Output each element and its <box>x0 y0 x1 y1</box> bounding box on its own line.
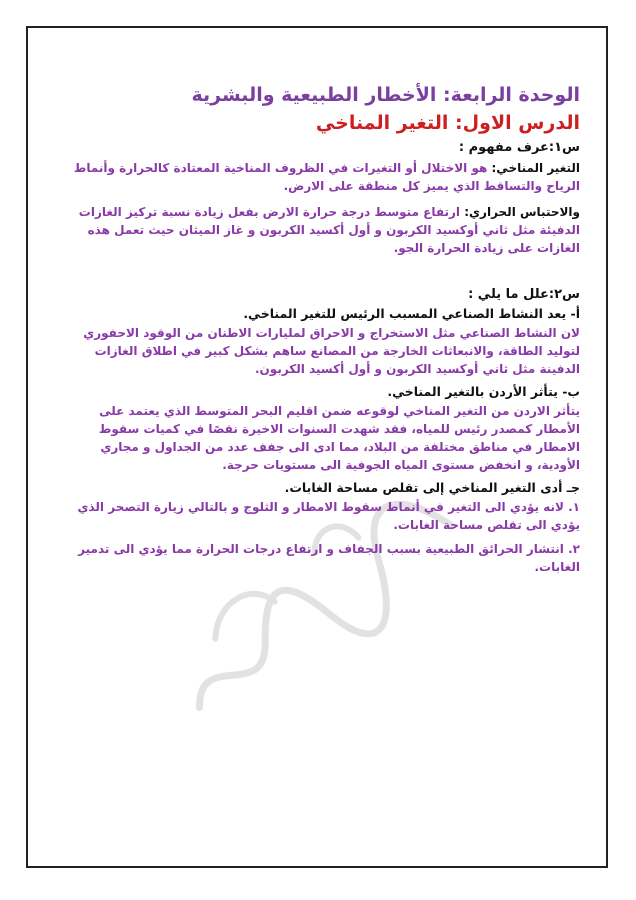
definition-climate-change <box>60 159 580 195</box>
unit-title: الوحدة الرابعة: الأخطار الطبيعية والبشرية <box>191 84 580 106</box>
question-1-heading: س١:عرف مفهوم : <box>458 140 580 155</box>
item-c-answer-2: ٢. انتشار الحرائق الطبيعية بسبب الجفاف و ارتفاع درجات الحرارة مما يؤدي الى تدمير الغابات. <box>78 542 580 574</box>
definition-term: التغير المناخي: <box>491 161 580 175</box>
item-a-label: أ- يعد النشاط الصناعي المسبب الرئيس للتغير المناخي. <box>243 306 580 321</box>
item-b-label: ب- يتأثر الأردن بالتغير المناخي. <box>387 384 580 399</box>
item-c-label: جـ أدى التغير المناخي إلى تقلص مساحة الغابات. <box>284 480 580 495</box>
item-a-answer: لان النشاط الصناعي مثل الاستخراج و الاحراق لمليارات الاطنان من الوقود الاحفوري لتوليد الطاقة، والانبعاثات الخارجة من المصانع ساهم بشكل كبير في اطلاق الغازات الدفينة مثل ثاني أوكسيد الكربون و أول أكسيد الكربون. <box>83 326 580 376</box>
definition-text: ارتفاع متوسط درجة حرارة الارض بفعل زيادة نسبة تركيز الغازات الدفيئة مثل ثاني أوكسيد الكربون و أول أكسيد الكربون و غاز الميثان حيث تعمل هذه الغازات على زيادة الحرارة الجو. <box>78 205 580 255</box>
document-content <box>60 84 580 582</box>
question-2-heading: س٢:علل ما يلي : <box>468 287 580 302</box>
lesson-title: الدرس الاول: التغير المناخي <box>315 112 580 134</box>
item-c-answer-1: ١. لانه يؤدي الى التغير في أنماط سقوط الامطار و الثلوج و بالتالي زيارة التصحر الذي يؤدي الى تقلص مساحة الغابات. <box>77 500 580 532</box>
definition-global-warming <box>60 203 580 257</box>
definition-term: والاحتباس الحراري: <box>464 205 580 219</box>
item-b-answer: يتأثر الاردن من التغير المناخي لوقوعه ضمن اقليم البحر المتوسط الذي يعتمد على الأمطار كمصدر رئيس للمياه، فقد شهدت السنوات الاخيرة نقصًا في كميات سقوط الامطار في مناطق مختلفة من البلاد، مما ادى الى جفف عدد من الجداول و مجاري الأودية، و انخفض مستوى المياه الجوفية الى مستويات حرجة. <box>98 404 580 472</box>
definition-text: هو الاختلال أو التغيرات في الظروف المناخية المعتادة كالحرارة وأنماط الرياح والتساقط الذي يميز كل منطقة على الارض. <box>73 161 580 193</box>
